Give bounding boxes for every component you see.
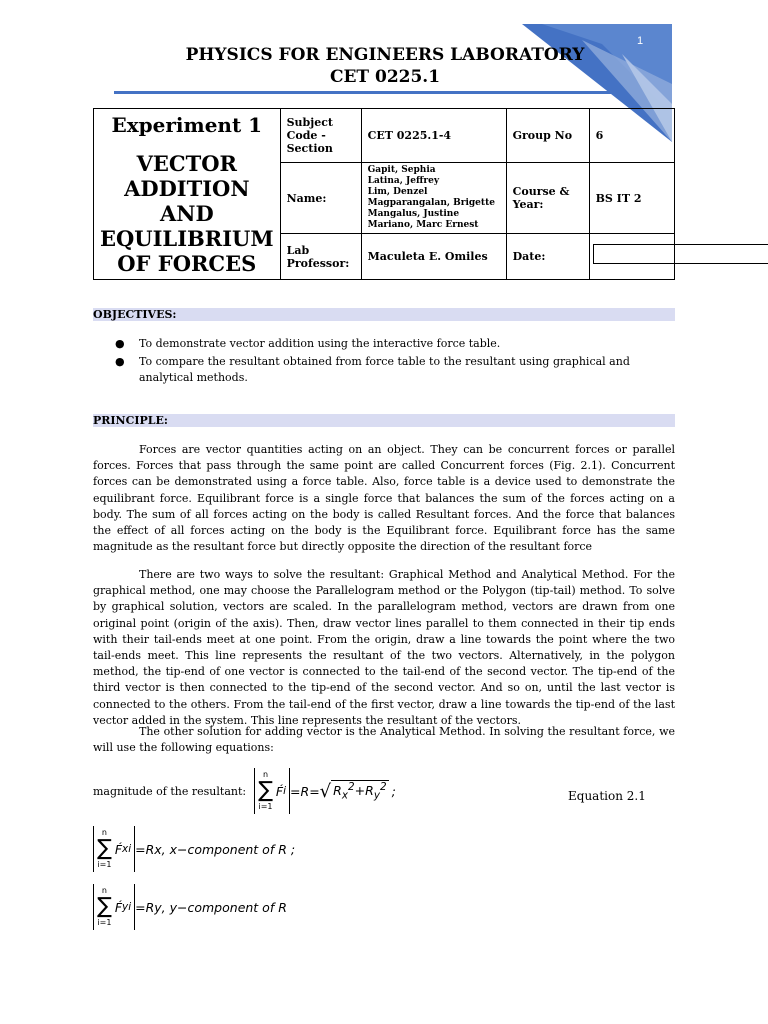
experiment-title-line: EQUILIBRIUM: [100, 226, 274, 251]
equation-description: , y−component of R: [161, 899, 287, 915]
sigma-symbol: [258, 770, 273, 812]
group-label: Group No: [506, 109, 589, 163]
experiment-number: Experiment 1: [111, 113, 263, 137]
member-name: Mariano, Marc Ernest: [367, 220, 479, 230]
summation-abs: [93, 884, 135, 930]
experiment-title-line: AND: [159, 201, 214, 226]
force-subscript: yi: [122, 901, 132, 913]
professor-value: Maculeta E. Omiles: [361, 234, 506, 280]
sum-lower-limit: i=1: [97, 918, 112, 927]
member-name: Magparangalan, Brigette: [367, 198, 495, 208]
experiment-title-line: VECTOR: [136, 151, 237, 176]
equation-rhs: =R: [135, 841, 155, 857]
force-term: F́: [275, 783, 284, 799]
sigma-glyph: ∑: [97, 836, 112, 861]
sum-upper-limit: n: [262, 770, 269, 779]
equation-description: , x−component of R ;: [161, 841, 296, 857]
principle-heading: PRINCIPLE:: [93, 414, 675, 427]
member-name: Gapit, Sephia: [367, 165, 436, 175]
square-exponent: 2: [348, 781, 355, 794]
sqrt-radicand: $R_x^2+R_y^2$: [333, 781, 387, 802]
title-line-1: PHYSICS FOR ENGINEERS LABORATORY: [185, 45, 585, 65]
equation-2: [93, 826, 295, 872]
equation-end: ;: [391, 783, 396, 799]
equation-number: Equation 2.1: [568, 789, 646, 803]
subject-code-value: CET 0225.1-4: [361, 109, 506, 163]
sum-lower-limit: i=1: [97, 860, 112, 869]
title-line-2: CET 0225.1: [329, 67, 441, 87]
paragraph-text: There are two ways to solve the resultant: Graphical Method and Analytical Method. For the graphical method, one may choose the Parallelogram method or the Polygon (tip-tail) method. To solve by graphical solution, vectors are scaled. In the parallelogram method, vectors are drawn from one original point (origin of the axis). Then, draw vector lines parallel to them connected in their tip ends with their tail-ends meet at one point. From the origin, draw a line towards the point where the two tail-ends meet. This line represents the resultant of the two vectors. Alternatively, in the polygon method, the tip-end of one vector is connected to the tail-end of the second vector. The tip-end of the third vector is then connected to the tip-end of the second vector. And so on, until the last vector is connected to the others. From the tail-end of the first vector, draw a line towards the tip-end of the last vector added in the system. This line represents the resultant of the vectors.: [93, 568, 675, 727]
force-subscript: xi: [122, 843, 132, 855]
rhs-subscript: y: [154, 899, 162, 915]
magnitude-label: magnitude of the resultant:: [93, 784, 247, 798]
objectives-heading: OBJECTIVES:: [93, 308, 675, 321]
ry-term: R: [365, 783, 374, 799]
square-exponent: 2: [379, 781, 387, 794]
sigma-symbol: [97, 886, 112, 928]
experiment-title-line: OF FORCES: [117, 251, 257, 276]
name-label: Name:: [280, 163, 361, 234]
principle-paragraph-1: [93, 442, 675, 555]
date-label: Date:: [506, 234, 589, 280]
summation-abs: [254, 768, 290, 814]
experiment-info-table: [93, 108, 675, 280]
equation-rhs: =R: [135, 899, 155, 915]
bullet-icon: ●: [115, 355, 125, 368]
force-subscript: i: [283, 785, 287, 797]
ry-subscript: y: [373, 789, 380, 802]
equation-rhs: =R=: [290, 783, 320, 799]
sum-upper-limit: n: [101, 828, 107, 837]
sqrt-icon: √: [319, 780, 332, 802]
rhs-subscript: x: [154, 841, 162, 857]
objective-text: To compare the resultant obtained from force table to the resultant using graphical and analytical methods.: [139, 355, 630, 384]
sum-lower-limit: i=1: [258, 802, 273, 811]
list-item: [93, 354, 675, 386]
equation-1: [93, 768, 396, 814]
member-name: Lim, Denzel: [367, 187, 428, 197]
experiment-title-line: ADDITION: [124, 176, 250, 201]
paragraph-text: The other solution for adding vector is the Analytical Method. In solving the resultant force, we will use the following equations:: [93, 725, 675, 755]
paragraph-text: Forces are vector quantities acting on an object. They can be concurrent forces or parallel forces. Forces that pass through the same point are called Concurrent forces (Fig. 2.1). Concurrent forces can be demonstrated using a force table. Also, force table is a device used to demonstrate the equilibrant force. Equilibrant force is a single force that balances the sum of the forces acting on a body. The sum of all forces acting on the body is called Resultant forces. And the force that balances the effect of all forces acting on the body is the Equilibrant force. Equilibrant force has the same magnitude as the resultant force but directly opposite the direction of the resultant force: [93, 443, 675, 554]
bullet-icon: ●: [115, 337, 125, 350]
course-label: Course & Year:: [506, 163, 589, 234]
group-value: 6: [589, 109, 674, 163]
page-title: [150, 44, 620, 88]
names-list: [361, 163, 506, 234]
member-name: Latina, Jeffrey: [367, 176, 440, 186]
member-name: Mangalus, Justine: [367, 209, 460, 219]
sum-upper-limit: n: [101, 886, 107, 895]
subject-code-label: Subject Code - Section: [280, 109, 361, 163]
summation-abs: [93, 826, 135, 872]
objective-text: To demonstrate vector addition using the interactive force table.: [139, 337, 501, 350]
experiment-cell: [94, 109, 281, 280]
force-term: F́: [114, 841, 123, 857]
rx-term: R: [333, 783, 342, 799]
principle-paragraph-2: [93, 567, 675, 729]
sigma-glyph: ∑: [258, 778, 273, 803]
list-item: [93, 336, 675, 352]
date-input-box[interactable]: [593, 244, 768, 264]
square-root: [320, 780, 389, 802]
equation-3: [93, 884, 287, 930]
sigma-glyph: ∑: [97, 894, 112, 919]
sigma-symbol: [97, 828, 112, 870]
force-term: F́: [114, 899, 123, 915]
title-underline: [114, 91, 613, 94]
experiment-title: [100, 151, 274, 276]
rx-subscript: x: [341, 789, 349, 802]
principle-paragraph-3: [93, 724, 675, 756]
page-number: 1: [637, 35, 644, 47]
objectives-list: [93, 336, 675, 388]
professor-label: Lab Professor:: [280, 234, 361, 280]
course-value: BS IT 2: [589, 163, 674, 234]
